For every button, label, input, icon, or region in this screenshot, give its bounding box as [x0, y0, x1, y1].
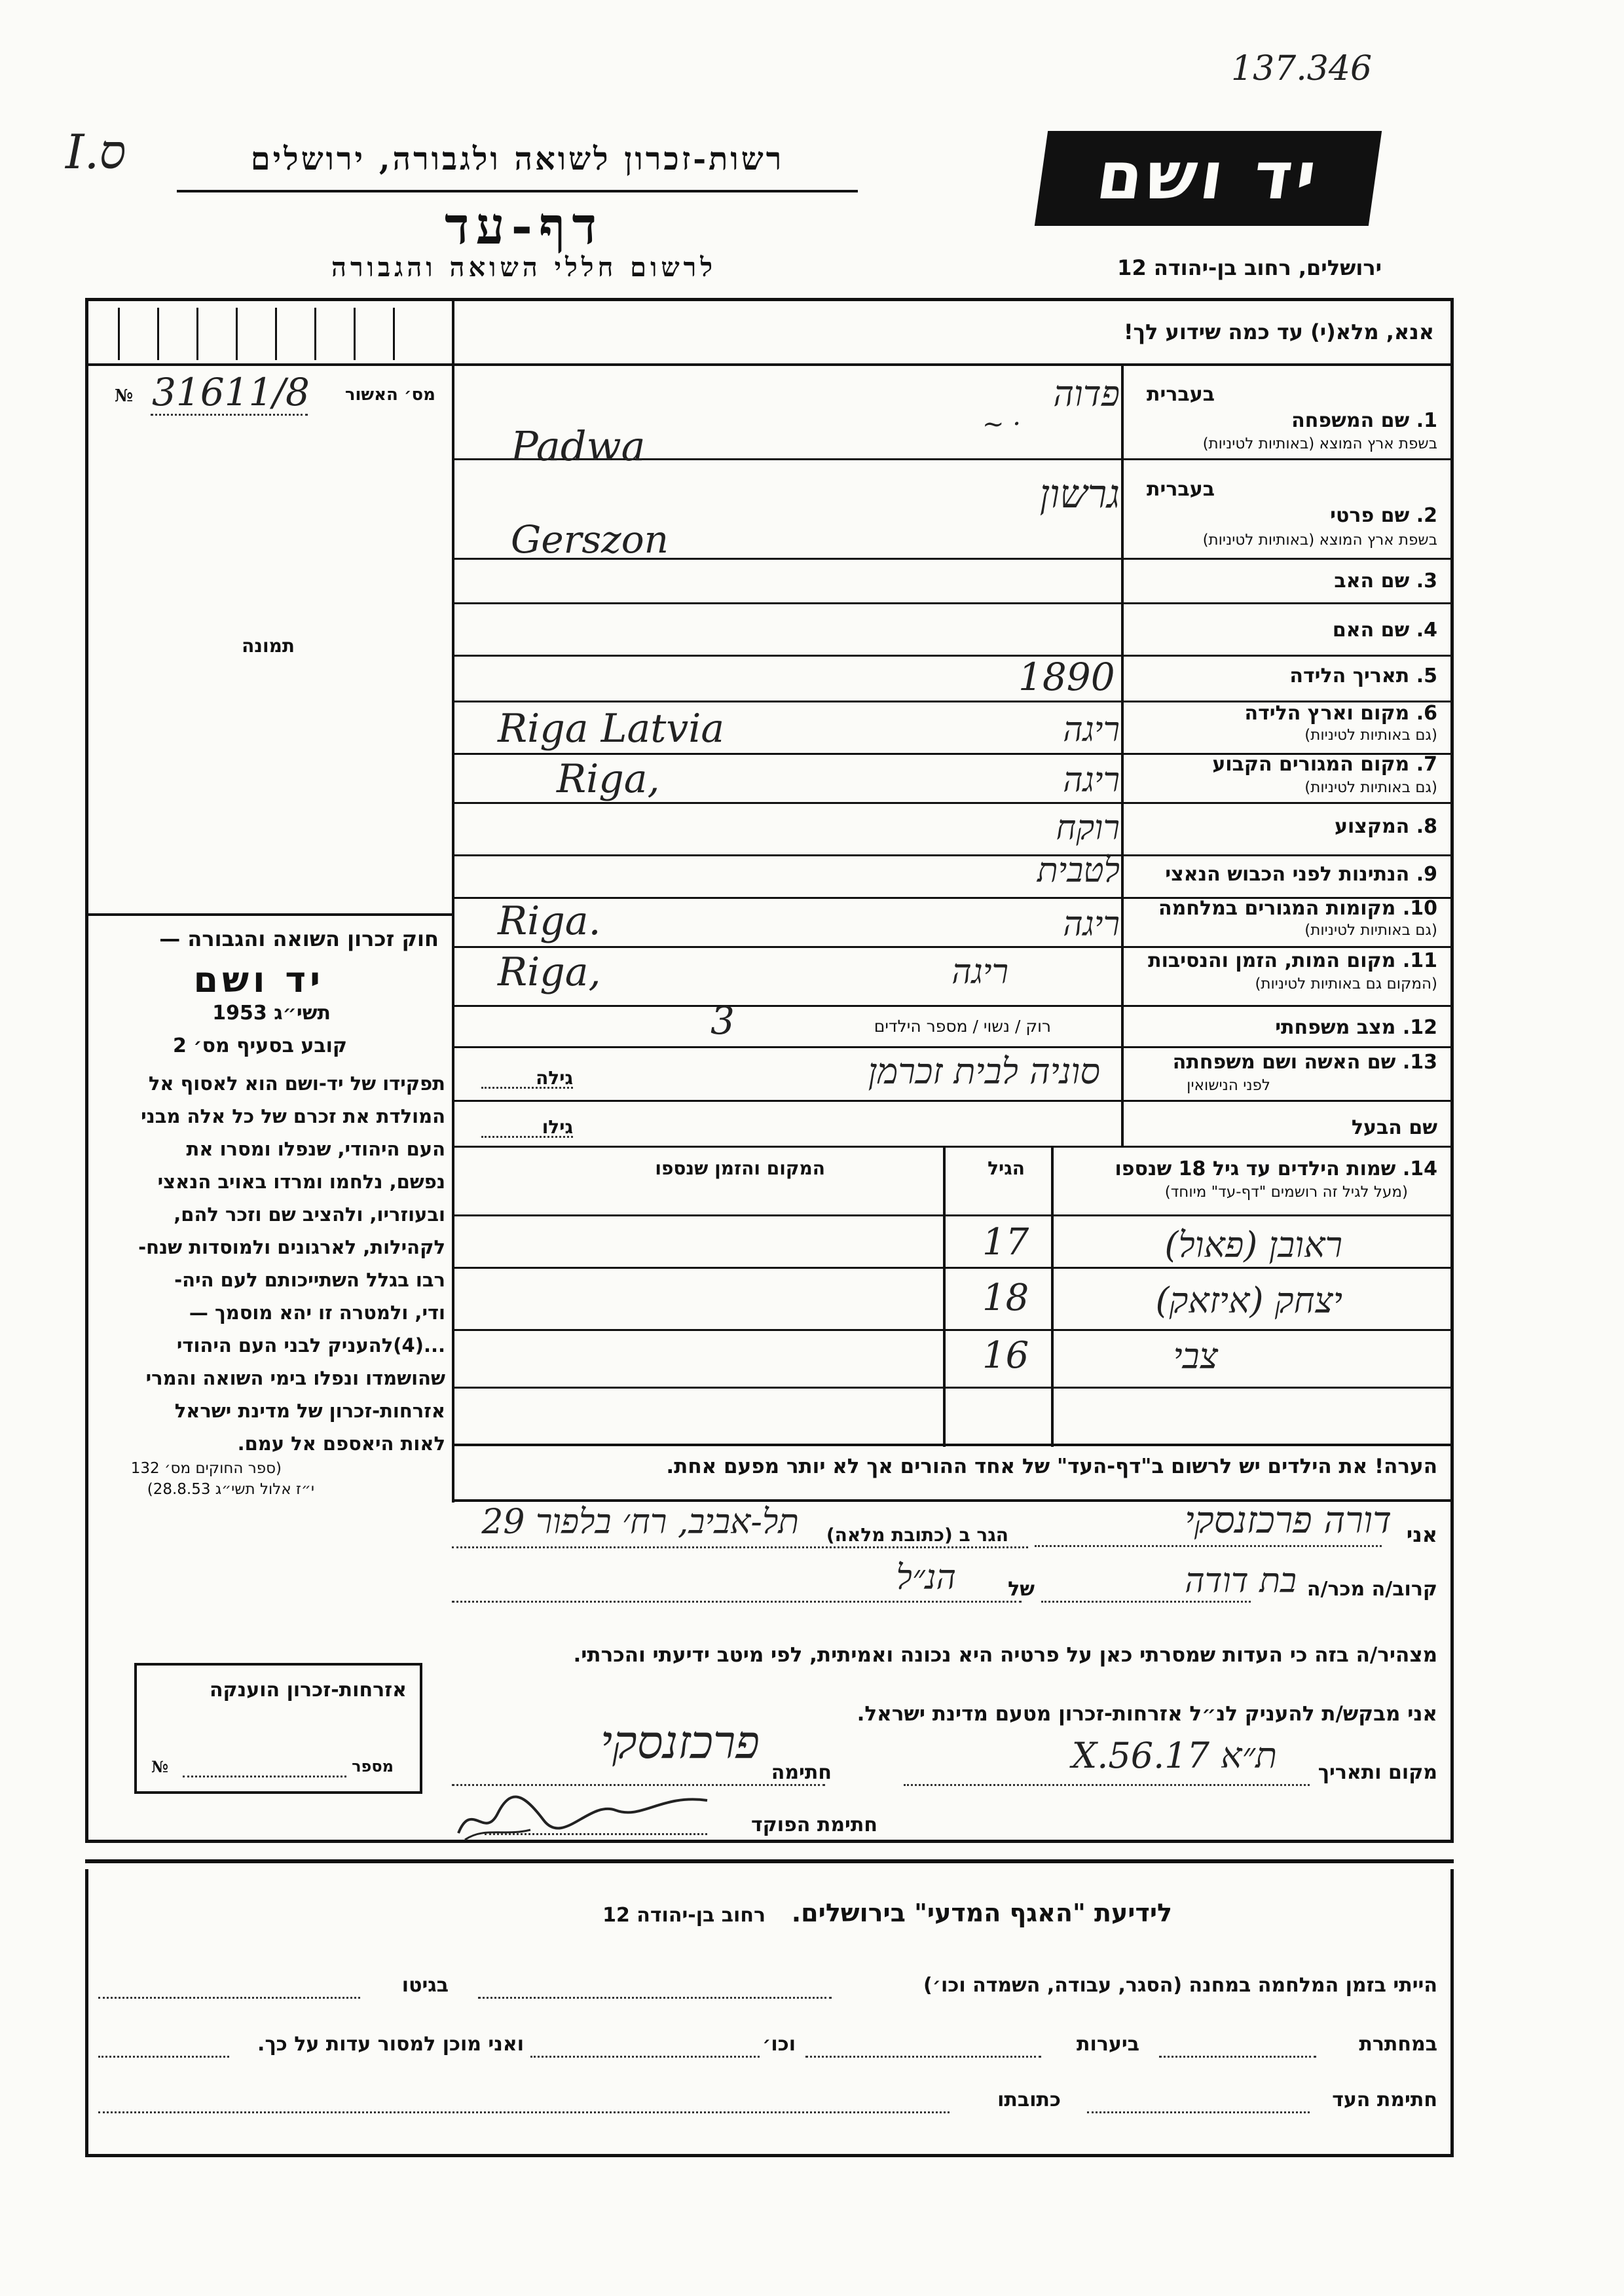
field-2-latin[interactable]: Gerszon — [511, 517, 669, 562]
husband-label: שם הבעל — [1351, 1116, 1437, 1139]
field-12-label — [1275, 1016, 1437, 1039]
field-10-name: מקומות המגורים במלחמה — [1158, 897, 1396, 920]
approval-number: 31611/8 — [152, 370, 310, 414]
field-7-hebrew[interactable]: ריגה — [1063, 761, 1120, 800]
law-name: יד ושם — [193, 959, 324, 1000]
footer-camp-line: הייתי בזמן המלחמה במחנה (הסגר, עבודה, השמדה וכו׳) — [923, 1974, 1437, 1997]
field-8-value[interactable]: רוקח — [1056, 809, 1120, 848]
field-7-name: מקום המגורים הקבוע — [1212, 753, 1410, 776]
signature-label: חתימה — [771, 1761, 832, 1784]
page-subtitle: לרשום חללי השואה והגבורה — [331, 252, 717, 283]
field-10-num: 10. — [1402, 897, 1437, 920]
law-line: ...(4)להעניק לבני העם היהודי — [176, 1334, 445, 1357]
child-2-name[interactable]: יצחק (איזאק) — [1155, 1280, 1342, 1321]
law-line: לקהילות, לארגונים ולמוסדות שנח- — [138, 1236, 445, 1258]
yad-vashem-logo — [1035, 131, 1382, 226]
footer-ready: ואני מוכן למסור עדות על כך. — [257, 2033, 524, 2056]
field-1-num: 1. — [1416, 409, 1437, 432]
place-date-label: מקום ותאריך — [1318, 1761, 1437, 1784]
field-7-sub: (גם באותיות לטיניות) — [1304, 779, 1437, 796]
law-line: העם היהודי, שנפלו ומסרו את — [186, 1138, 445, 1160]
field-8-name: המקצוע — [1334, 815, 1410, 838]
footer-title-text: לידיעת "האגף המדעי" בירושלים. — [791, 1899, 1172, 1927]
footer-address-label: כתובתו — [997, 2088, 1061, 2111]
field-9-value[interactable]: לטבית — [1037, 851, 1120, 890]
field-2-name: שם פרטי — [1330, 504, 1410, 527]
field-13-sub: לפני הנישואין — [1187, 1077, 1270, 1094]
field-1-sub: בשפת ארץ המוצא (באותיות לטיניות) — [1202, 435, 1437, 452]
instructions: אנא, מלא(י) עד כמה שידוע לך! — [1123, 319, 1434, 344]
relation-value[interactable]: בת דודה — [1185, 1561, 1297, 1601]
field-10-label — [1158, 897, 1437, 920]
law-line: אזרחות-זכרון של מדינת ישראל — [174, 1400, 445, 1422]
field-6-name: מקום וארץ הלידה — [1244, 702, 1410, 725]
field-11-hebrew[interactable]: ריגה — [951, 953, 1008, 992]
field-10-sub: (גם באותיות לטיניות) — [1304, 922, 1437, 939]
law-line: לאות היאספם אל עמם. — [237, 1432, 445, 1455]
law-body — [92, 1067, 445, 1460]
field-10-hebrew[interactable]: ריגה — [1063, 905, 1120, 944]
child-1-age[interactable]: 17 — [982, 1221, 1029, 1264]
field-7-latin[interactable]: Riga, — [557, 756, 660, 802]
footer-address: רחוב בן-יהודה 12 — [602, 1904, 766, 1927]
law-year: תשי״ג 1953 — [212, 1002, 331, 1025]
footer-underground: במחתרת — [1359, 2033, 1437, 2056]
field-1-name: שם המשפחה — [1291, 409, 1410, 432]
field-12-name: מצב משפחתי — [1275, 1016, 1396, 1039]
law-source: (ספר החוקים מס׳ 132 — [130, 1460, 282, 1477]
law-line: ודי, ולמטרה זו יהא מוסמך — — [189, 1302, 445, 1324]
of-value[interactable]: הנ״ל — [896, 1558, 956, 1597]
husband-age-label: גילו — [542, 1116, 573, 1138]
field-2-sub: בשפת ארץ המוצא (באותיות לטיניות) — [1202, 532, 1437, 549]
field-9-label — [1165, 863, 1437, 886]
law-title: חוק זכרון השואה והגבורה — — [159, 926, 439, 951]
field-6-sub: (גם באותיות לטיניות) — [1304, 727, 1437, 744]
clerk-signature — [445, 1774, 720, 1846]
citizenship-number-mark: № — [151, 1757, 169, 1776]
field-13-num: 13. — [1402, 1051, 1437, 1074]
field-6-num: 6. — [1416, 702, 1437, 725]
field-6-latin[interactable]: Riga Latvia — [498, 706, 725, 752]
law-line: תפקידו של יד-ושם הוא לאסוף אל — [148, 1072, 445, 1095]
corner-mark: I.ס — [65, 124, 126, 179]
law-line: שהושמדו ונפלו בימי השואה והמרי — [145, 1367, 445, 1389]
declaration-text: מצהיר/ה בזה כי העדות שמסרתי כאן על פרטיה היא נכונה ואמיתית, לפי מיטב ידיעתי והכרתי. — [573, 1643, 1437, 1667]
children-sub: (מעל לגיל זה רושמים "דף-עד" מיוחד) — [1164, 1184, 1408, 1201]
logo-text: יד ושם — [1092, 137, 1325, 214]
lang-hebrew-2: בעברית — [1147, 478, 1215, 501]
field-10-latin[interactable]: Riga. — [498, 898, 601, 944]
field-2-hebrew[interactable]: גרשון — [1039, 471, 1120, 517]
footer-title — [602, 1899, 1172, 1927]
citizenship-title: אזרחות-זכרון הוענקה — [209, 1679, 407, 1702]
law-line: המולדת את זכרם של כל אלה מבני — [141, 1105, 445, 1127]
authority-title: רשות-זכרון לשואה ולגבורה, ירושלים — [250, 141, 784, 177]
law-line: רבו בגלל השתייכותם לעם היה- — [174, 1269, 445, 1291]
citizenship-box — [134, 1663, 422, 1794]
child-1-name[interactable]: ראובן (פאול) — [1164, 1224, 1342, 1266]
field-8-num: 8. — [1416, 815, 1437, 838]
field-13-label — [1173, 1051, 1437, 1074]
footer-witness-sig: חתימת העד — [1332, 2088, 1437, 2111]
field-9-name: הנתינות לפני הכבוש הנאצי — [1165, 863, 1410, 886]
declarant-resides-label: הגר ב (כתובת מלאה) — [826, 1524, 1008, 1546]
field-1-dash: ~ · — [982, 409, 1021, 439]
field-12-children-count[interactable]: 3 — [710, 998, 735, 1043]
field-12-options: רוק / נשוי / מספר הילדים — [874, 1017, 1051, 1036]
field-8-label — [1335, 815, 1437, 838]
field-5-num: 5. — [1416, 665, 1437, 687]
citizenship-number-label: מספר — [352, 1757, 394, 1776]
law-section: קובע בסעיף מס׳ 2 — [172, 1034, 347, 1057]
field-12-num: 12. — [1402, 1016, 1437, 1039]
of-label: של — [1008, 1578, 1035, 1601]
footer-ghetto: בגיטו — [401, 1974, 449, 1997]
field-2-num: 2. — [1416, 504, 1437, 527]
child-3-age[interactable]: 16 — [982, 1334, 1029, 1377]
clerk-label: חתימת הפוקד — [751, 1813, 877, 1836]
law-source-date: י״ז אלול תשי״ג 28.8.53) — [147, 1481, 314, 1498]
children-col-place: המקום והזמן שנספו — [655, 1157, 825, 1179]
field-5-value[interactable]: 1890 — [1018, 655, 1115, 699]
field-11-label — [1148, 949, 1437, 972]
field-9-num: 9. — [1416, 863, 1437, 886]
field-1-hebrew[interactable]: פדוה — [1053, 373, 1120, 414]
header-address: ירושלים, רחוב בן-יהודה 12 — [1117, 255, 1382, 280]
footer-etc: וכו׳ — [762, 2033, 796, 2056]
field-1-label — [1291, 409, 1437, 432]
field-2-label — [1330, 504, 1437, 527]
children-col-age: הגיל — [987, 1157, 1025, 1179]
field-13-value[interactable]: סוניה לבית זכרמן — [868, 1051, 1100, 1092]
child-3-name[interactable]: צבי — [1173, 1336, 1218, 1377]
field-6-hebrew[interactable]: ריגה — [1063, 710, 1120, 750]
field-1-latin[interactable]: Padwa — [511, 422, 646, 470]
field-7-label — [1212, 753, 1437, 776]
law-line: נפשם, נלחמו ומרדו באויב הנאצי — [157, 1171, 445, 1193]
field-11-sub: (המקום גם באותיות לטיניות) — [1255, 975, 1437, 993]
law-line: ובעוזריו, ולהציב שם וזכר להם, — [174, 1203, 445, 1226]
field-3-label — [1334, 570, 1437, 592]
page-title: דף-עד — [445, 196, 603, 256]
field-6-label — [1245, 702, 1437, 725]
declarant-name[interactable]: דורה פרכזנסקי — [1185, 1499, 1392, 1542]
field-13-name: שם האשה ושם משפחתה — [1172, 1051, 1396, 1074]
request-text: אני מבקש/ת להעניק לנ״ל אזרחות-זכרון מטעם מדינת ישראל. — [857, 1702, 1437, 1726]
child-2-age[interactable]: 18 — [982, 1277, 1029, 1319]
approval-label: מס׳ האשור — [344, 385, 435, 405]
approval-number-mark: № — [115, 386, 134, 406]
footer-forests: ביערות — [1077, 2033, 1139, 2056]
signature-value[interactable]: פרכזנסקי — [600, 1715, 760, 1769]
note: הערה! את הילדים יש לרשום ב"דף-העד" של אחד ההורים אך לא יותר מפעם אחת. — [666, 1455, 1437, 1478]
field-11-num: 11. — [1402, 949, 1437, 972]
field-11-name: מקום המות, הזמן והנסיבות — [1148, 949, 1396, 972]
field-13-age-label: גילה — [536, 1067, 573, 1089]
field-5-label — [1289, 665, 1437, 687]
field-7-num: 7. — [1416, 753, 1437, 776]
field-3-name: שם האב — [1334, 570, 1410, 592]
field-5-name: תאריך הלידה — [1289, 665, 1410, 687]
place-date-value[interactable]: ת״א 17.X.56 — [1071, 1735, 1277, 1776]
archive-number: 137.346 — [1231, 49, 1373, 88]
relation-label: קרוב/ה מכר/ה — [1306, 1578, 1437, 1601]
photo-label: תמונה — [242, 635, 295, 657]
lang-hebrew-1: בעברית — [1147, 383, 1215, 406]
children-title: 14. שמות הילדים עד גיל 18 שנספו — [1115, 1157, 1437, 1180]
field-3-num: 3. — [1416, 570, 1437, 592]
field-4-label — [1333, 619, 1437, 642]
field-4-name: שם האם — [1332, 619, 1410, 642]
field-11-latin[interactable]: Riga, — [498, 949, 601, 995]
declarant-i-label: אני — [1406, 1522, 1437, 1547]
declarant-address[interactable]: תל-אביב, רח׳ בלפור 29 — [481, 1503, 799, 1542]
field-4-num: 4. — [1416, 619, 1437, 642]
